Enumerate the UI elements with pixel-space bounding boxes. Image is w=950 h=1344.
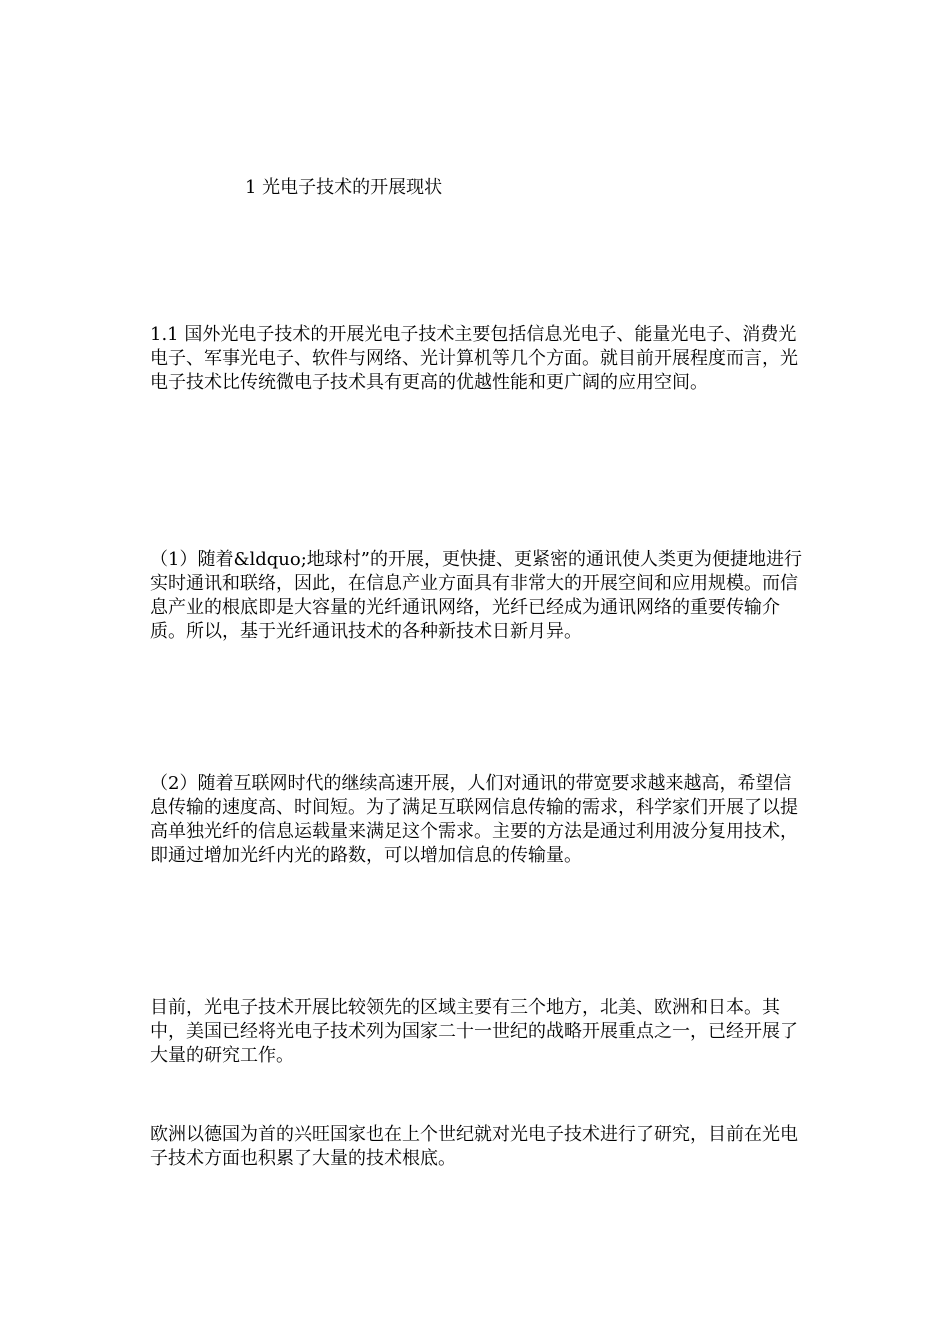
section-title: 1 光电子技术的开展现状: [245, 177, 443, 198]
paragraph-point-1: （1）随着&ldquo;地球村”的开展，更快捷、更紧密的通讯使人类更为便捷地进行实时通讯和联络，因此，在信息产业方面具有非常大的开展空间和应用规模。而信息产业的根底即是大容量的光纤通讯网络，光纤已经成为通讯网络的重要传输介质。所以，基于光纤通讯技术的各种新技术日新月异。: [150, 549, 802, 642]
paragraph-europe: 欧洲以德国为首的兴旺国家也在上个世纪就对光电子技术进行了研究，目前在光电子技术方面也积累了大量的技术根底。: [150, 1124, 798, 1169]
paragraph-point-2: （2）随着互联网时代的继续高速开展，人们对通讯的带宽要求越来越高，希望信息传输的速度高、时间短。为了满足互联网信息传输的需求，科学家们开展了以提高单独光纤的信息运载量来满足这个需求。主要的方法是通过利用波分复用技术，即通过增加光纤内光的路数，可以增加信息的传输量。: [150, 773, 798, 866]
paragraph-leading-regions: 目前，光电子技术开展比较领先的区域主要有三个地方，北美、欧洲和日本。其中，美国已经将光电子技术列为国家二十一世纪的战略开展重点之一，已经开展了大量的研究工作。: [150, 997, 798, 1066]
paragraph-overview: 1.1 国外光电子技术的开展光电子技术主要包括信息光电子、能量光电子、消费光电子、军事光电子、软件与网络、光计算机等几个方面。就目前开展程度而言，光电子技术比传统微电子技术具有更高的优越性能和更广阔的应用空间。: [150, 324, 798, 393]
